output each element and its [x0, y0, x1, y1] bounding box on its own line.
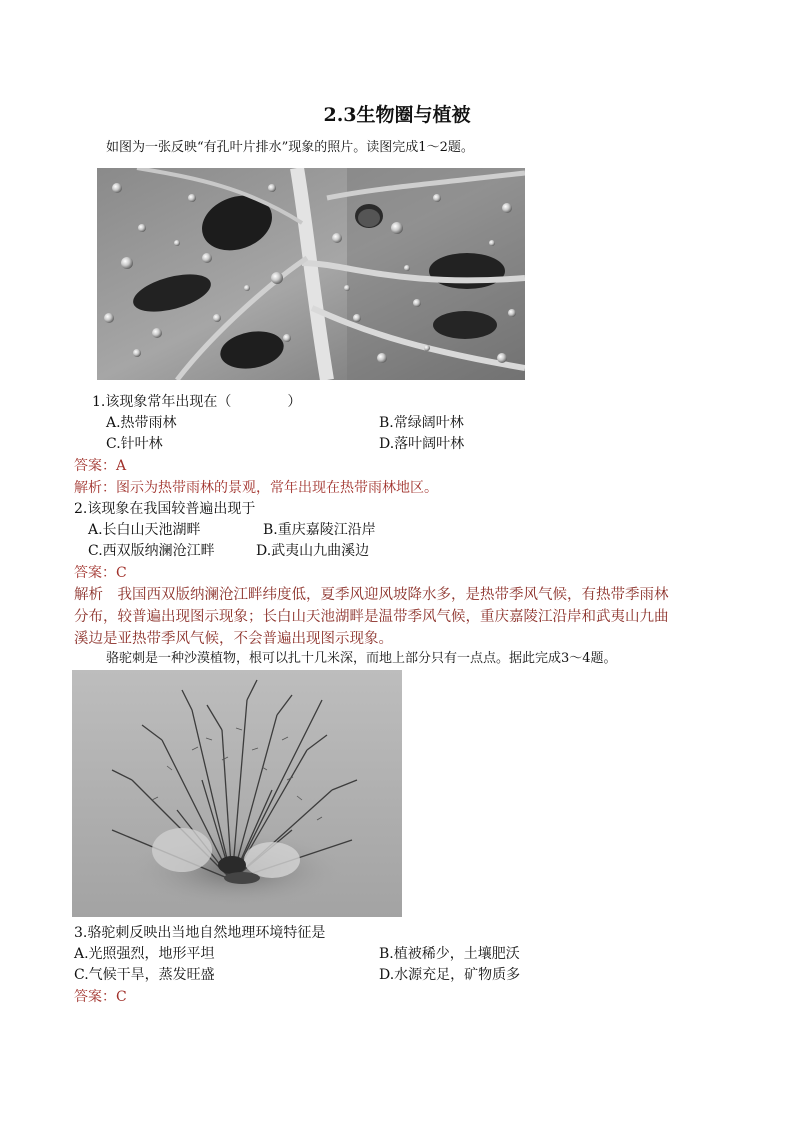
- intro-camelthorn: 骆驼刺是一种沙漠植物，根可以扎十几米深，而地上部分只有一点点。据此完成3～4题。: [106, 651, 617, 666]
- q1-answer: 答案：A: [74, 458, 127, 474]
- q1-stem: 1.该现象常年出现在（ ）: [92, 394, 302, 410]
- q3-option-d: D.水源充足，矿物质多: [379, 967, 521, 983]
- q1-option-d: D.落叶阔叶林: [379, 436, 465, 452]
- q3-option-a: A.光照强烈，地形平坦: [74, 946, 215, 962]
- leaf-photo: [97, 168, 525, 380]
- leaf-photo-image: [97, 168, 525, 380]
- q2-answer: 答案：C: [74, 565, 127, 581]
- camelthorn-photo-image: [72, 670, 402, 917]
- q2-analysis-line-1: 解析 我国西双版纳澜沧江畔纬度低，夏季风迎风坡降水多，是热带季风气候，有热带季雨林: [74, 587, 669, 603]
- q3-stem: 3.骆驼刺反映出当地自然地理环境特征是: [74, 925, 326, 941]
- q2-analysis-line-2: 分布，较普遍出现图示现象；长白山天池湖畔是温带季风气候，重庆嘉陵江沿岸和武夷山九曲: [74, 609, 669, 625]
- q3-option-c: C.气候干旱，蒸发旺盛: [74, 967, 215, 983]
- q3-answer: 答案：C: [74, 989, 127, 1005]
- q2-option-b: B.重庆嘉陵江沿岸: [263, 522, 376, 538]
- q2-stem: 2.该现象在我国较普遍出现于: [74, 501, 256, 517]
- intro-leaf-photo: 如图为一张反映“有孔叶片排水”现象的照片。读图完成1～2题。: [106, 140, 474, 155]
- q1-analysis: 解析：图示为热带雨林的景观，常年出现在热带雨林地区。: [74, 480, 438, 496]
- q2-option-c: C.西双版纳澜沧江畔: [88, 543, 215, 559]
- q2-analysis: [74, 584, 734, 650]
- q1-option-b: B.常绿阔叶林: [379, 415, 464, 431]
- q1-option-c: C.针叶林: [106, 436, 163, 452]
- q2-option-a: A.长白山天池湖畔: [88, 522, 201, 538]
- q3-option-b: B.植被稀少，土壤肥沃: [379, 946, 520, 962]
- q2-option-d: D.武夷山九曲溪边: [256, 543, 370, 559]
- page-title: 2.3生物圈与植被: [323, 104, 471, 126]
- q1-option-a: A.热带雨林: [106, 415, 177, 431]
- q2-analysis-line-3: 溪边是亚热带季风气候，不会普遍出现图示现象。: [74, 631, 393, 647]
- camelthorn-photo: [72, 670, 402, 917]
